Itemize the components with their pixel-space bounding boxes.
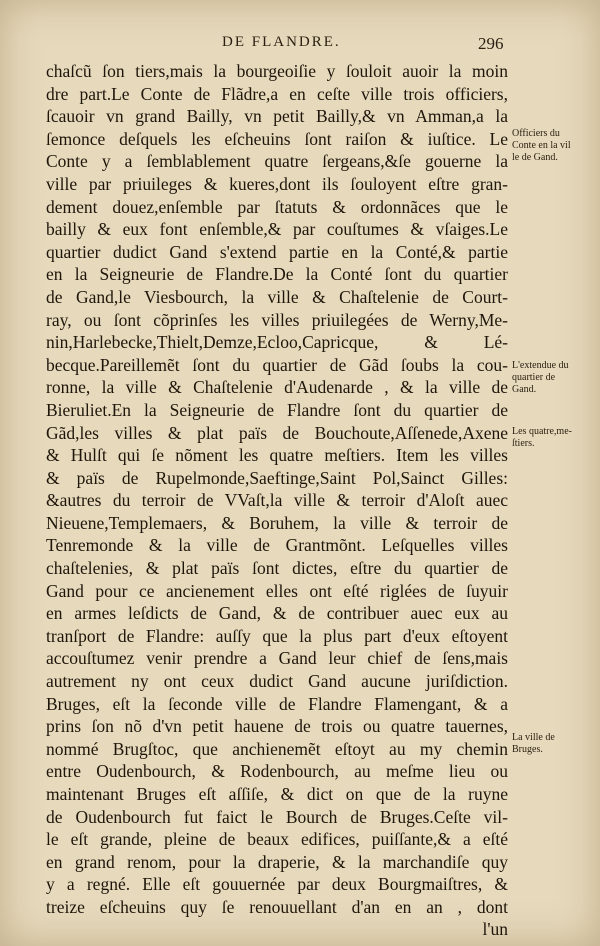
text-line: becque.Pareillemẽt ſont du quartier de Gãd ſoubs la cou- bbox=[46, 354, 508, 375]
text-line: Gãd,les villes & plat païs de Bouchoute,Aſſenede,Axene bbox=[46, 422, 508, 443]
marginal-note-line: Les quatre,me- bbox=[512, 426, 572, 437]
marginal-note bbox=[512, 732, 600, 756]
marginal-note bbox=[512, 128, 600, 164]
text-line: Bruges, eſt la ſeconde ville de Flandre Flamengant, & a bbox=[46, 693, 508, 714]
text-line: entre Oudenbourch, & Rodenbourch, au meſme lieu ou bbox=[46, 761, 508, 782]
text-line: de Gand,le Viesbourch, la ville & Chaſtelenie de Court- bbox=[46, 286, 508, 307]
text-line: & Hulſt qui ſe nõment les quatre meſtiers. Item les villes bbox=[46, 445, 508, 466]
text-line: maintenant Bruges eſt aſſiſe, & dict on que de la ruyne bbox=[46, 784, 508, 804]
text-line: chaſtelenies, & plat païs ſont dictes, eſtre du quartier de bbox=[46, 558, 508, 579]
text-line: treize eſcheuins quy ſe renouuellant d'an en an , dont bbox=[46, 896, 508, 917]
text-line: le eſt grande, pleine de beaux edifices, puiſſante,& a eſté bbox=[46, 829, 508, 850]
text-line: Bieruliet.En la Seigneurie de Flandre ſont du quartier de bbox=[46, 399, 508, 420]
text-line: en armes leſdicts de Gand, & de contribuer auec eux au bbox=[46, 603, 508, 624]
text-line: Tenremonde & la ville de Grantmõnt. Leſquelles villes bbox=[46, 535, 508, 556]
marginal-note-line: Conte en la vil bbox=[512, 140, 571, 151]
marginal-note-line: L'extendue du bbox=[512, 360, 569, 371]
catchword-line bbox=[46, 918, 508, 941]
text-line: dement douez,enſemble par ſtatuts & ordonnãces que le bbox=[46, 196, 508, 217]
text-line: en la Seigneurie de Flandre.De la Conté ſont du quartier bbox=[46, 264, 508, 285]
text-line: ſemonce deſquels les eſcheuins ſont raiſon & iuſtice. Le bbox=[46, 128, 508, 149]
marginal-note bbox=[512, 426, 600, 450]
text-line: &autres du terroir de VVaſt,la ville & terroir d'Aloſt auec bbox=[46, 490, 508, 511]
text-line: Nieuene,Templemaers, & Boruhem, la ville & terroir de bbox=[46, 512, 508, 533]
text-line: ronne, la ville & Chaſtelenie d'Audenarde , & la ville de bbox=[46, 377, 508, 398]
text-line: y a regné. Elle eſt gouuernée par deux Bourgmaiſtres, & bbox=[46, 874, 508, 895]
text-line: Gand pour ce ancienement elles ont eſté riglées de ſuyuir bbox=[46, 580, 508, 601]
text-line: Conte y a ſemblablement quatre ſergeans,&ſe gouerne la bbox=[46, 151, 508, 172]
text-line: chaſcũ ſon tiers,mais la bourgeoiſie y ſouloit auoir la moin bbox=[46, 61, 508, 81]
text-line: dre part.Le Conte de Flãdre,a en ceſte ville trois officiers, bbox=[46, 83, 508, 104]
text-line: prins ſon nõ d'vn petit hauene de trois ou quatre tauernes, bbox=[46, 716, 508, 737]
text-line: nommé Brugſtoc, que anchienemẽt eſtoyt au my chemin bbox=[46, 738, 508, 759]
marginal-note-line: quartier de bbox=[512, 372, 556, 383]
marginal-note bbox=[512, 360, 600, 396]
text-line: ville par priuileges & kueres,dont ils ſouloyent eſtre gran- bbox=[46, 173, 508, 194]
marginal-note-line: ſtiers. bbox=[512, 438, 535, 449]
marginal-note-line: La ville de bbox=[512, 732, 555, 743]
body-text bbox=[46, 60, 508, 919]
text-line: nin,Harlebecke,Thielt,Demze,Ecloo,Capricque, & Lé- bbox=[46, 332, 508, 353]
marginal-note-line: le de Gand. bbox=[512, 152, 558, 163]
catchword: l'un bbox=[482, 919, 508, 939]
marginal-note-line: Officiers du bbox=[512, 128, 560, 139]
text-line: autrement ny ont ceux dudict Gand aucune juriſdiction. bbox=[46, 671, 508, 692]
text-line: ray, ou ſont cõprinſes les villes priuilegées de Werny,Me- bbox=[46, 309, 508, 330]
text-line: tranſport de Flandre: auſſy que la plus part d'eux eſtoyent bbox=[46, 625, 508, 646]
text-line: & païs de Rupelmonde,Saeftinge,Saint Pol,Sainct Gilles: bbox=[46, 467, 508, 488]
text-line: ſcauoir vn grand Bailly, vn petit Bailly,& vn Amman,a la bbox=[46, 106, 508, 127]
marginal-note-line: Bruges. bbox=[512, 744, 543, 755]
running-title: DE FLANDRE. bbox=[222, 34, 341, 50]
marginal-note-line: Gand. bbox=[512, 384, 537, 395]
text-line: en grand renom, pour la draperie, & la marchandiſe quy bbox=[46, 851, 508, 872]
page-header bbox=[0, 34, 600, 58]
page-number: 296 bbox=[478, 34, 504, 53]
text-line: de Oudenbourch fut faict le Bourch de Bruges.Ceſte vil- bbox=[46, 806, 508, 827]
text-line: bailly & eux font enſemble,& par couſtumes & vſaiges.Le bbox=[46, 219, 508, 240]
text-line: quartier dudict Gand s'extend partie en la Conté,& partie bbox=[46, 241, 508, 262]
text-line: accouſtumez venir prendre a Gand leur chief de ſens,mais bbox=[46, 648, 508, 669]
